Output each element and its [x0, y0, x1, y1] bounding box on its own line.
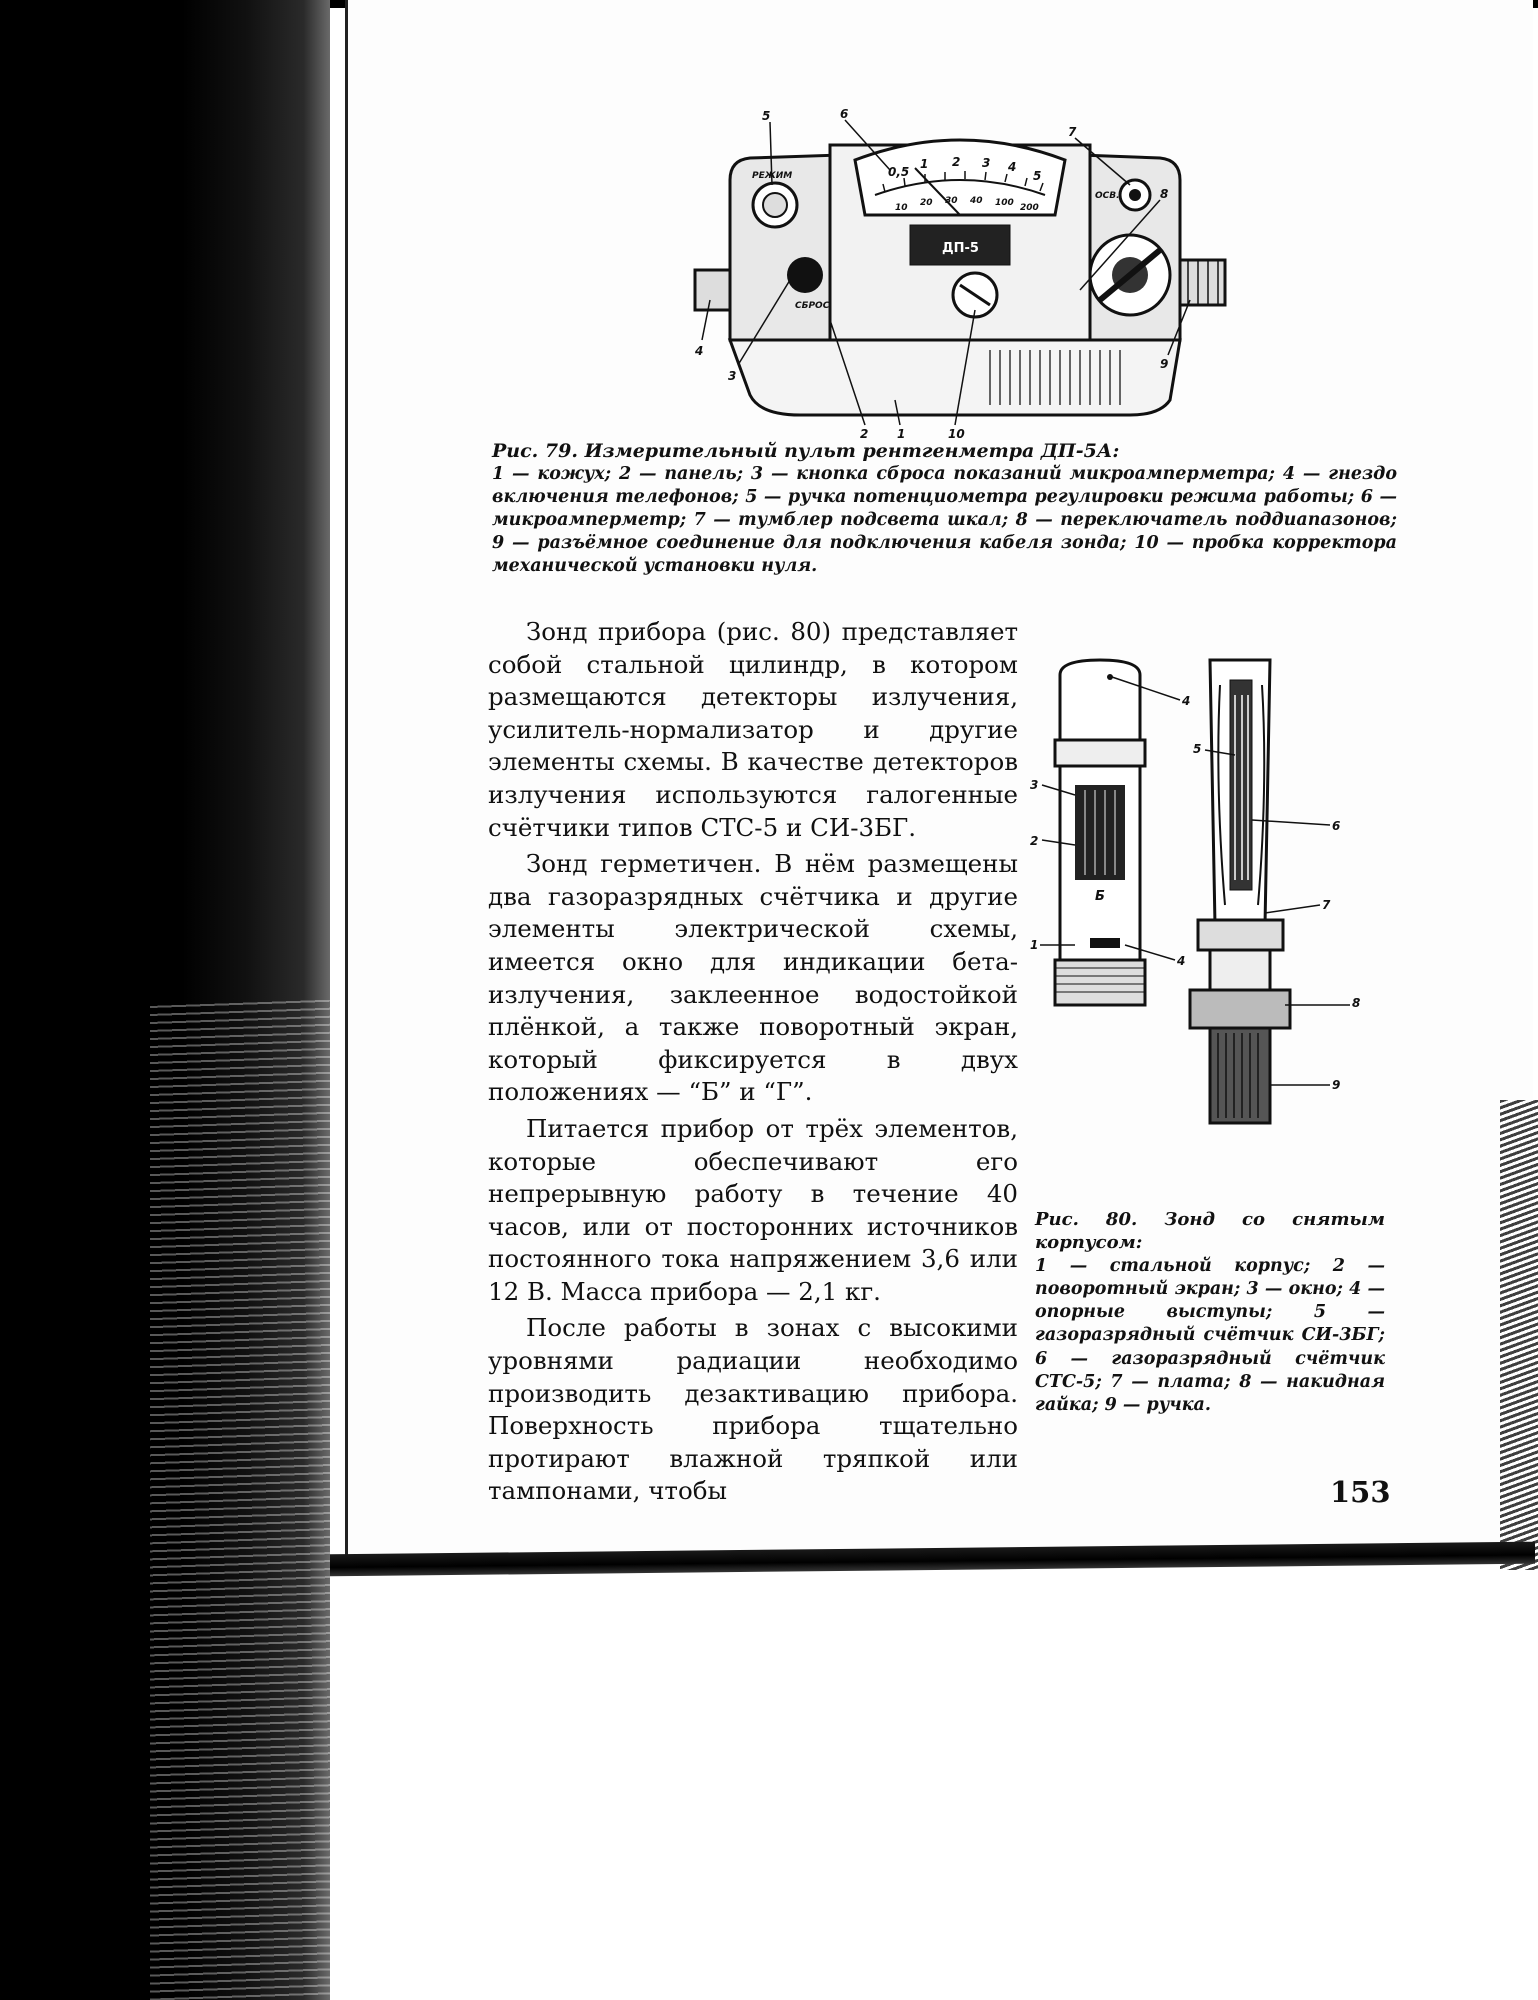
figure-79-caption	[492, 440, 1397, 578]
fig80-label-4: 4	[1182, 694, 1191, 708]
scale2-tick-label: 40	[970, 196, 983, 206]
scale2-tick-label: 10	[895, 203, 908, 213]
body-text	[488, 616, 1018, 1508]
fig80-label-5: 5	[1193, 742, 1202, 756]
figure-79-caption-body: 1 — кожух; 2 — панель; 3 — кнопка сброса показаний микроамперметра; 4 — гнездо включения телефонов; 5 — ручка потенциометра регулировки режима работы; 6 — микроамперметр; 7 — тумблер подсвета шкал; 8 — переключатель поддиапазонов; 9 — разъёмное соединение для подключения кабеля зонда; 10 — пробка корректора механической установки нуля.	[492, 464, 1397, 576]
fig79-label-4: 4	[695, 344, 704, 358]
fig80-label-4b: 4	[1177, 954, 1186, 968]
scale2-tick-label: 30	[945, 196, 958, 206]
figure-79-caption-title: Рис. 79. Измерительный пульт рентгенметра ДП-5А:	[492, 440, 1120, 462]
figure-80-caption-title: Рис. 80. Зонд со снятым корпусом:	[1035, 1209, 1385, 1254]
figure-80-caption	[1035, 1208, 1385, 1418]
model-plate-label: ДП-5	[942, 241, 979, 256]
figure-80-caption-body: 1 — стальной корпус; 2 — поворотный экран; 3 — окно; 4 — опорные выступы; 5 — газоразрядный счётчик СИ-3БГ; 6 — газоразрядный счётчик СТС-5; 7 — плата; 8 — накидная гайка; 9 — ручка.	[1035, 1255, 1385, 1416]
fig79-label-10: 10	[948, 427, 965, 440]
scale-tick-label: 4	[1008, 160, 1017, 174]
page-edge-right	[1500, 1100, 1538, 1570]
figure-80-probe-illustration	[1030, 655, 1380, 1180]
scan-noise	[150, 1000, 330, 2000]
fig80-label-6: 6	[1332, 819, 1341, 833]
fig80-label-2: 2	[1030, 834, 1039, 848]
fig80-label-9: 9	[1332, 1078, 1341, 1092]
fig80-label-1: 1	[1030, 938, 1039, 952]
scale2-tick-label: 200	[1020, 203, 1039, 213]
paragraph: Зонд герметичен. В нём размещены два газоразрядных счётчика и другие элементы электрической схемы, имеется окно для индикации бета-излучения, заклеенное водостойкой плёнкой, а также поворотный экран, который фиксируется в двух положениях — “Б” и “Г”.	[488, 849, 1018, 1107]
scale-tick-label: 5	[1033, 169, 1042, 183]
paragraph: Питается прибор от трёх элементов, которые обеспечивают его непрерывную работу в течение 40 часов, или от посторонних источников постоянного тока напряжением 3,6 или 12 В. Масса прибора — 2,1 кг.	[488, 1113, 1018, 1306]
scale2-tick-label: 20	[920, 198, 933, 208]
scale-tick-label: 1	[920, 157, 929, 171]
screen-letter: Б	[1095, 889, 1105, 904]
fig79-label-9: 9	[1160, 357, 1169, 371]
fig80-label-7: 7	[1322, 898, 1331, 912]
mode-label: РЕЖИМ	[752, 171, 793, 181]
fig79-label-2: 2	[860, 427, 869, 440]
fig79-label-5: 5	[762, 109, 771, 123]
paragraph: После работы в зонах с высокими уровнями радиации необходимо производить дезактивацию прибора. Поверхность прибора тщательно протирают влажной тряпкой или тампонами, чтобы	[488, 1313, 1018, 1506]
fig79-label-7: 7	[1068, 125, 1077, 139]
paragraph: Зонд прибора (рис. 80) представляет собой стальной цилиндр, в котором размещаются детекторы излучения, усилитель-нормализатор и другие элементы схемы. В качестве детекторов излучения используются галогенные счётчики типов СТС-5 и СИ-3БГ.	[488, 617, 1018, 842]
fig80-label-8: 8	[1352, 996, 1361, 1010]
scale-tick-label: 3	[982, 156, 991, 170]
scale-tick-label: 2	[952, 155, 961, 169]
fig80-label-3: 3	[1030, 778, 1039, 792]
scale-tick-label: 0,5	[888, 165, 910, 179]
scale2-tick-label: 100	[995, 198, 1014, 208]
page-number: 153	[1330, 1475, 1391, 1509]
reset-label: СБРОС	[795, 301, 830, 311]
fig79-label-3: 3	[728, 369, 737, 383]
figure-79-console-illustration	[690, 100, 1230, 440]
fig79-label-6: 6	[840, 107, 849, 121]
fig79-label-1: 1	[897, 427, 906, 440]
fig79-label-8: 8	[1160, 187, 1169, 201]
light-label: ОСВ.	[1095, 191, 1120, 201]
